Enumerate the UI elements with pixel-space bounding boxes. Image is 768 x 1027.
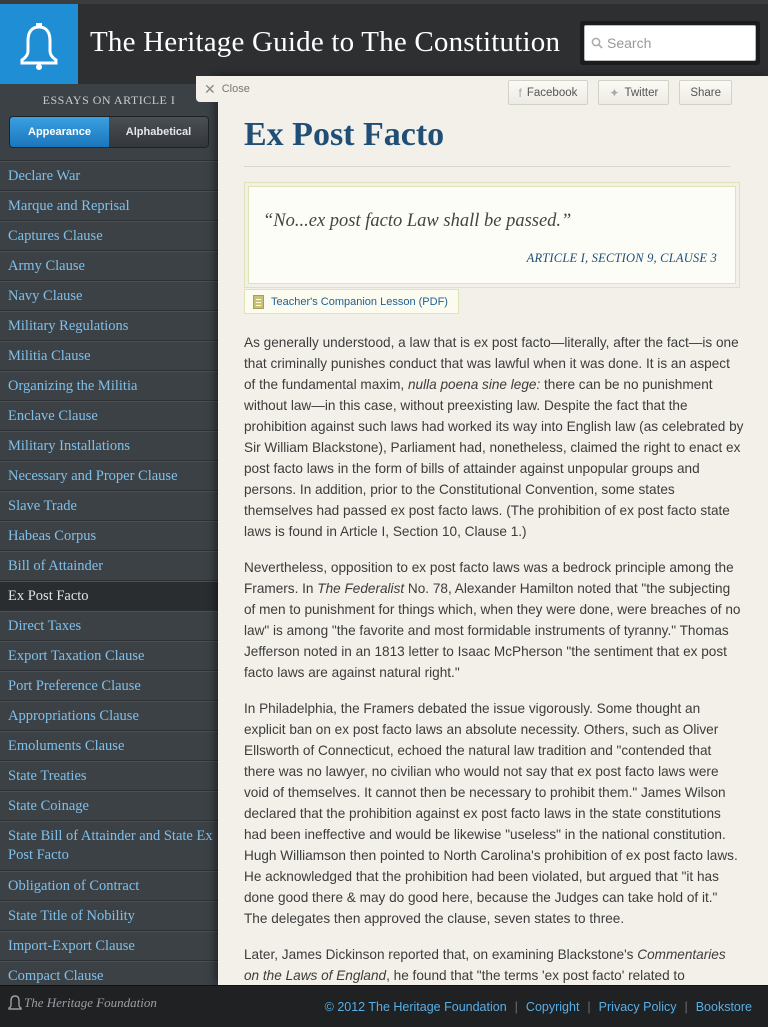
liberty-bell-icon (14, 21, 64, 71)
tab-alphabetical[interactable]: Alphabetical (109, 117, 208, 147)
footer-link[interactable]: Privacy Policy (598, 1000, 677, 1014)
italic-text: The Federalist (317, 581, 405, 596)
article-body (244, 332, 744, 985)
app-footer (0, 985, 768, 1027)
sidebar-item[interactable]: Bill of Attainder (0, 551, 218, 581)
paragraph-text: , he found that "the terms 'ex post facto' related to (386, 968, 685, 983)
search-icon (591, 37, 603, 49)
quote-text: “No...ex post facto Law shall be passed.” (263, 211, 572, 231)
paragraph-text: there can be no punishment without law—in this case, without preexisting law. Despite the fact that the prohibition against such laws had worked its way into English law (as celebrated by Sir William Blackstone), Parliament had, nonetheless, claimed the right to enact ex post facto laws in the form of bills of attainder against unpopular groups and persons. In addition, prior to the Constitutional Convention, some states themselves had passed ex post facto laws. (The prohibition of ex post facto state laws is found in Article I, Section 10, Clause 1.) (244, 377, 744, 539)
article-paragraph (244, 557, 744, 683)
teacher-lesson-link[interactable] (244, 289, 459, 314)
sidebar-item[interactable]: Declare War (0, 161, 218, 191)
close-label: Close (221, 83, 250, 95)
teacher-lesson-label: Teacher's Companion Lesson (PDF) (271, 295, 448, 308)
italic-text: Commentaries on the Laws of England (244, 947, 726, 983)
search-input[interactable] (607, 35, 747, 51)
sidebar-item[interactable]: Emoluments Clause (0, 731, 218, 761)
paragraph-text: Nevertheless, opposition to ex post facto laws was a bedrock principle among the Framers. In (244, 560, 734, 596)
sidebar-item[interactable]: Appropriations Clause (0, 701, 218, 731)
sidebar-item[interactable]: Import-Export Clause (0, 931, 218, 961)
close-button[interactable] (196, 76, 258, 102)
sidebar-heading: ESSAYS ON ARTICLE I (42, 93, 176, 107)
sidebar-item[interactable]: Army Clause (0, 251, 218, 281)
sidebar (0, 81, 218, 985)
share-button[interactable] (679, 80, 732, 105)
quote-frame (248, 186, 736, 284)
sidebar-item[interactable]: Habeas Corpus (0, 521, 218, 551)
sidebar-item[interactable]: Captures Clause (0, 221, 218, 251)
sidebar-item[interactable]: Obligation of Contract (0, 871, 218, 901)
share-label: Share (690, 86, 721, 99)
sidebar-item[interactable]: State Title of Nobility (0, 901, 218, 931)
liberty-bell-small-icon (6, 994, 24, 1012)
search-box[interactable] (584, 25, 756, 61)
share-toolbar (508, 80, 732, 105)
paragraph-text: No. 78, Alexander Hamilton noted that "the subjecting of men to punishment for things which, when they were done, were breaches of no law" is among "the favorite and most formidable instruments of tyranny." Thomas Jefferson noted in an 1813 letter to Isaac McPherson "the sentiment that ex post facto laws are against natural right." (244, 581, 741, 680)
sidebar-item[interactable]: State Bill of Attainder and State Ex Post Facto (0, 821, 218, 871)
facebook-label: Facebook (526, 86, 578, 99)
article-paragraph (244, 944, 744, 985)
sidebar-item[interactable]: Militia Clause (0, 341, 218, 371)
footer-link[interactable]: © 2012 The Heritage Foundation (324, 1000, 507, 1014)
sidebar-item[interactable]: Direct Taxes (0, 611, 218, 641)
sidebar-item[interactable]: Marque and Reprisal (0, 191, 218, 221)
paragraph-text: In Philadelphia, the Framers debated the issue vigorously. Some thought an explicit ban on ex post facto laws an absolute necessity. Others, such as Oliver Ellsworth of Connecticut, echoed the natural law tradition and "contended that there was no lawyer, no civilian who would not say that ex post facto laws were void of themselves. It cannot then be necessary to prohibit them." James Wilson declared that the prohibition against ex post facto laws in the state constitutions had been ineffective and would be likewise "useless" in the national constitution. Hugh Williamson then pointed to North Carolina's prohibition of ex post facto laws. He acknowledged that the prohibition had been violated, but argued that "it has done good there & may do good here, because the Judges can take hold of it." The delegates then approved the clause, seven states to three. (244, 701, 738, 926)
essay-panel (218, 76, 768, 985)
sidebar-item[interactable]: Compact Clause (0, 961, 218, 985)
sidebar-item[interactable]: Navy Clause (0, 281, 218, 311)
facebook-icon: f (518, 85, 522, 100)
twitter-button[interactable] (598, 80, 669, 105)
app-header (0, 0, 768, 84)
facebook-button[interactable] (508, 80, 589, 105)
footer-logo-text: The Heritage Foundation (24, 995, 157, 1010)
sidebar-item[interactable]: State Coinage (0, 791, 218, 821)
title-divider (244, 166, 730, 167)
quote-citation[interactable]: ARTICLE I, SECTION 9, CLAUSE 3 (526, 251, 717, 265)
constitution-quote (244, 182, 740, 288)
document-icon (253, 295, 264, 309)
footer-link[interactable]: Bookstore (695, 1000, 752, 1014)
sidebar-item[interactable]: State Treaties (0, 761, 218, 791)
twitter-label: Twitter (624, 86, 659, 99)
sidebar-item[interactable]: Port Preference Clause (0, 671, 218, 701)
paragraph-text: Later, James Dickinson reported that, on examining Blackstone's (244, 947, 638, 962)
app-title: The Heritage Guide to The Constitution (90, 26, 561, 58)
footer-links (325, 1000, 752, 1014)
sidebar-item[interactable]: Enclave Clause (0, 401, 218, 431)
paragraph-text: As generally understood, a law that is ex post facto—literally, after the fact—is one that criminally punishes conduct that was lawful when it was done. It is an aspect of the fundamental maxim, (244, 335, 739, 392)
search-container (580, 21, 760, 65)
footer-separator: | (587, 1000, 591, 1014)
sidebar-item[interactable]: Ex Post Facto (0, 581, 218, 611)
sidebar-item[interactable]: Slave Trade (0, 491, 218, 521)
sidebar-item[interactable]: Military Regulations (0, 311, 218, 341)
footer-separator: | (514, 1000, 518, 1014)
sidebar-item[interactable]: Necessary and Proper Clause (0, 461, 218, 491)
footer-logo[interactable] (6, 994, 157, 1012)
footer-link[interactable]: Copyright (525, 1000, 580, 1014)
tab-appearance[interactable]: Appearance (10, 117, 109, 147)
sidebar-item[interactable]: Export Taxation Clause (0, 641, 218, 671)
sort-segmented-control (9, 116, 209, 148)
essay-list (0, 160, 218, 985)
close-icon: ✕ (204, 81, 216, 97)
article-paragraph (244, 332, 744, 542)
sidebar-item[interactable]: Military Installations (0, 431, 218, 461)
twitter-bird-icon: ✦ (609, 85, 620, 100)
page-title: Ex Post Facto (244, 116, 445, 153)
liberty-bell-logo[interactable] (0, 4, 78, 88)
italic-text: nulla poena sine lege: (407, 377, 541, 392)
article-paragraph (244, 698, 744, 929)
footer-separator: | (684, 1000, 688, 1014)
sidebar-item[interactable]: Organizing the Militia (0, 371, 218, 401)
